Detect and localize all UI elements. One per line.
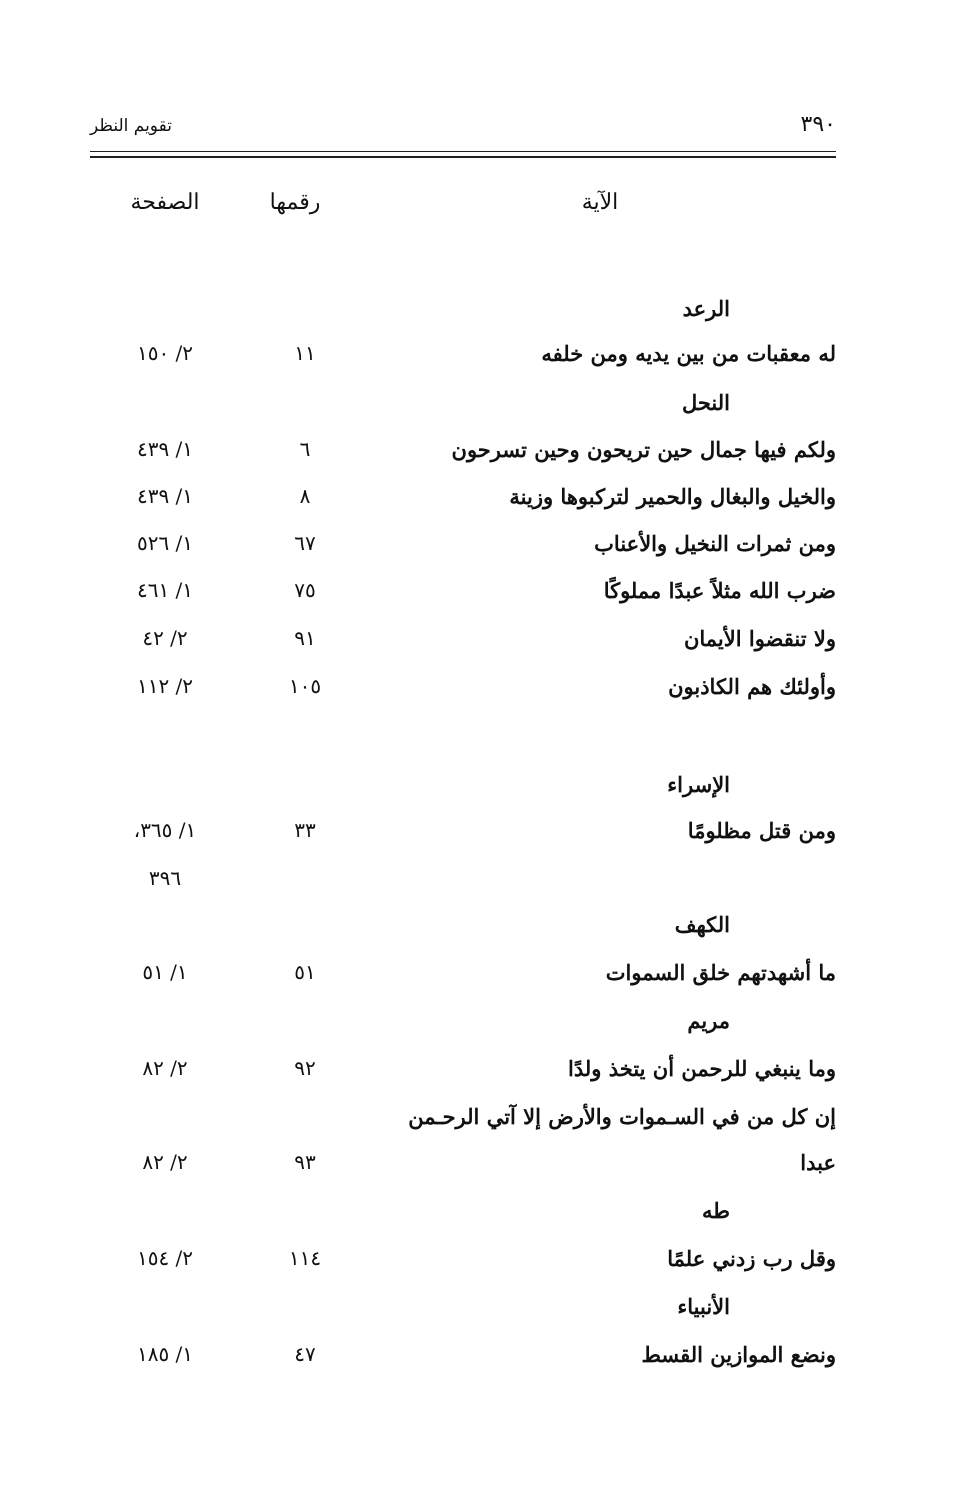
verse-number: ٦ <box>299 437 311 461</box>
verse-number: ٤٧ <box>294 1342 316 1366</box>
verse-number: ٨ <box>299 484 311 508</box>
surah-heading <box>90 1008 836 1044</box>
book-title: تقويم النظر <box>90 116 172 136</box>
page-reference: ٢/ ٨٢ <box>142 1150 188 1174</box>
page-reference: ١/ ٤٣٩ <box>136 484 194 508</box>
surah-name: الرعد <box>682 296 730 321</box>
verse-text: ما أشهدتهم خلق السموات <box>605 960 836 985</box>
column-header-page: الصفحة <box>130 190 200 215</box>
verse-text: ومن قتل مظلومًا <box>687 818 836 843</box>
verse-number: ٥١ <box>294 960 316 984</box>
surah-heading <box>90 912 836 948</box>
verse-number: ٦٧ <box>294 531 316 555</box>
verse-row <box>90 1246 836 1282</box>
page-reference: ١/ ٥١ <box>142 960 188 984</box>
running-header <box>90 112 836 146</box>
surah-heading <box>90 1198 836 1234</box>
verse-text: له معقبات من بين يديه ومن خلفه <box>541 341 836 366</box>
verse-text: ولا تنقضوا الأيمان <box>683 626 836 651</box>
verse-number: ٣٣ <box>294 818 316 842</box>
header-rule-thick <box>90 156 836 158</box>
verse-text: ضرب الله مثلاً عبدًا مملوكًا <box>603 578 836 603</box>
surah-name: مريم <box>687 1008 730 1033</box>
verse-text: والخيل والبغال والحمير لتركبوها وزينة <box>509 484 836 509</box>
verse-text: ولكم فيها جمال حين تريحون وحين تسرحون <box>451 437 836 462</box>
page-reference: ١/ ٣٦٥، <box>133 818 197 842</box>
surah-heading <box>90 390 836 426</box>
verse-text: ومن ثمرات النخيل والأعناب <box>594 531 836 556</box>
verse-row <box>90 1342 836 1378</box>
page-reference: ٢/ ١٥٠ <box>136 341 194 365</box>
verse-number: ٩٣ <box>294 1150 316 1174</box>
verse-row <box>90 341 836 377</box>
page-number: ٣٩٠ <box>800 112 836 137</box>
page-reference: ١/ ٥٢٦ <box>136 531 194 555</box>
verse-text: إن كل من في السـموات والأرض إلا آتي الرحـمن <box>408 1104 836 1129</box>
surah-heading <box>90 296 836 332</box>
verse-row <box>90 960 836 996</box>
page-reference: ١/ ٤٣٩ <box>136 437 194 461</box>
verse-row <box>90 626 836 662</box>
page-reference: ٢/ ٨٢ <box>142 1056 188 1080</box>
surah-heading <box>90 1294 836 1330</box>
verse-text: وأولئك هم الكاذبون <box>668 674 836 699</box>
page-reference: ٢/ ٤٢ <box>142 626 188 650</box>
verse-number: ١٠٥ <box>288 674 322 698</box>
verse-row <box>90 437 836 473</box>
page-reference: ١/ ١٨٥ <box>136 1342 194 1366</box>
surah-name: الكهف <box>674 912 730 937</box>
verse-row <box>90 1150 836 1186</box>
verse-row <box>90 484 836 520</box>
page-reference: ١/ ٤٦١ <box>136 578 194 602</box>
verse-text: وما ينبغي للرحمن أن يتخذ ولدًا <box>568 1056 836 1081</box>
column-header-verse: الآية <box>581 190 619 215</box>
verse-number: ١١ <box>294 341 316 365</box>
surah-name: النحل <box>681 390 730 415</box>
surah-name: الأنبياء <box>677 1294 730 1319</box>
header-rule-thin <box>90 151 836 152</box>
verse-row <box>90 674 836 710</box>
verse-number: ١١٤ <box>288 1246 322 1270</box>
verse-text: ونضع الموازين القسط <box>641 1342 836 1367</box>
verse-row <box>90 818 836 854</box>
verse-row <box>90 578 836 614</box>
surah-name: طه <box>702 1198 730 1223</box>
page-reference: ٢/ ١٥٤ <box>136 1246 194 1270</box>
verse-number: ٧٥ <box>294 578 316 602</box>
verse-text: عبدا <box>800 1150 836 1175</box>
surah-name: الإسراء <box>667 772 730 797</box>
verse-row <box>90 531 836 567</box>
verse-number: ٩١ <box>294 626 316 650</box>
page-reference-continuation: ٣٩٦ <box>148 866 182 890</box>
verse-text: وقل رب زدني علمًا <box>667 1246 836 1271</box>
verse-row <box>90 1056 836 1092</box>
page-reference: ٢/ ١١٢ <box>136 674 194 698</box>
surah-heading <box>90 772 836 808</box>
verse-row <box>90 1104 836 1140</box>
page-reference-continuation-row <box>90 866 836 902</box>
column-header-number: رقمها <box>269 190 321 215</box>
verse-number: ٩٢ <box>294 1056 316 1080</box>
